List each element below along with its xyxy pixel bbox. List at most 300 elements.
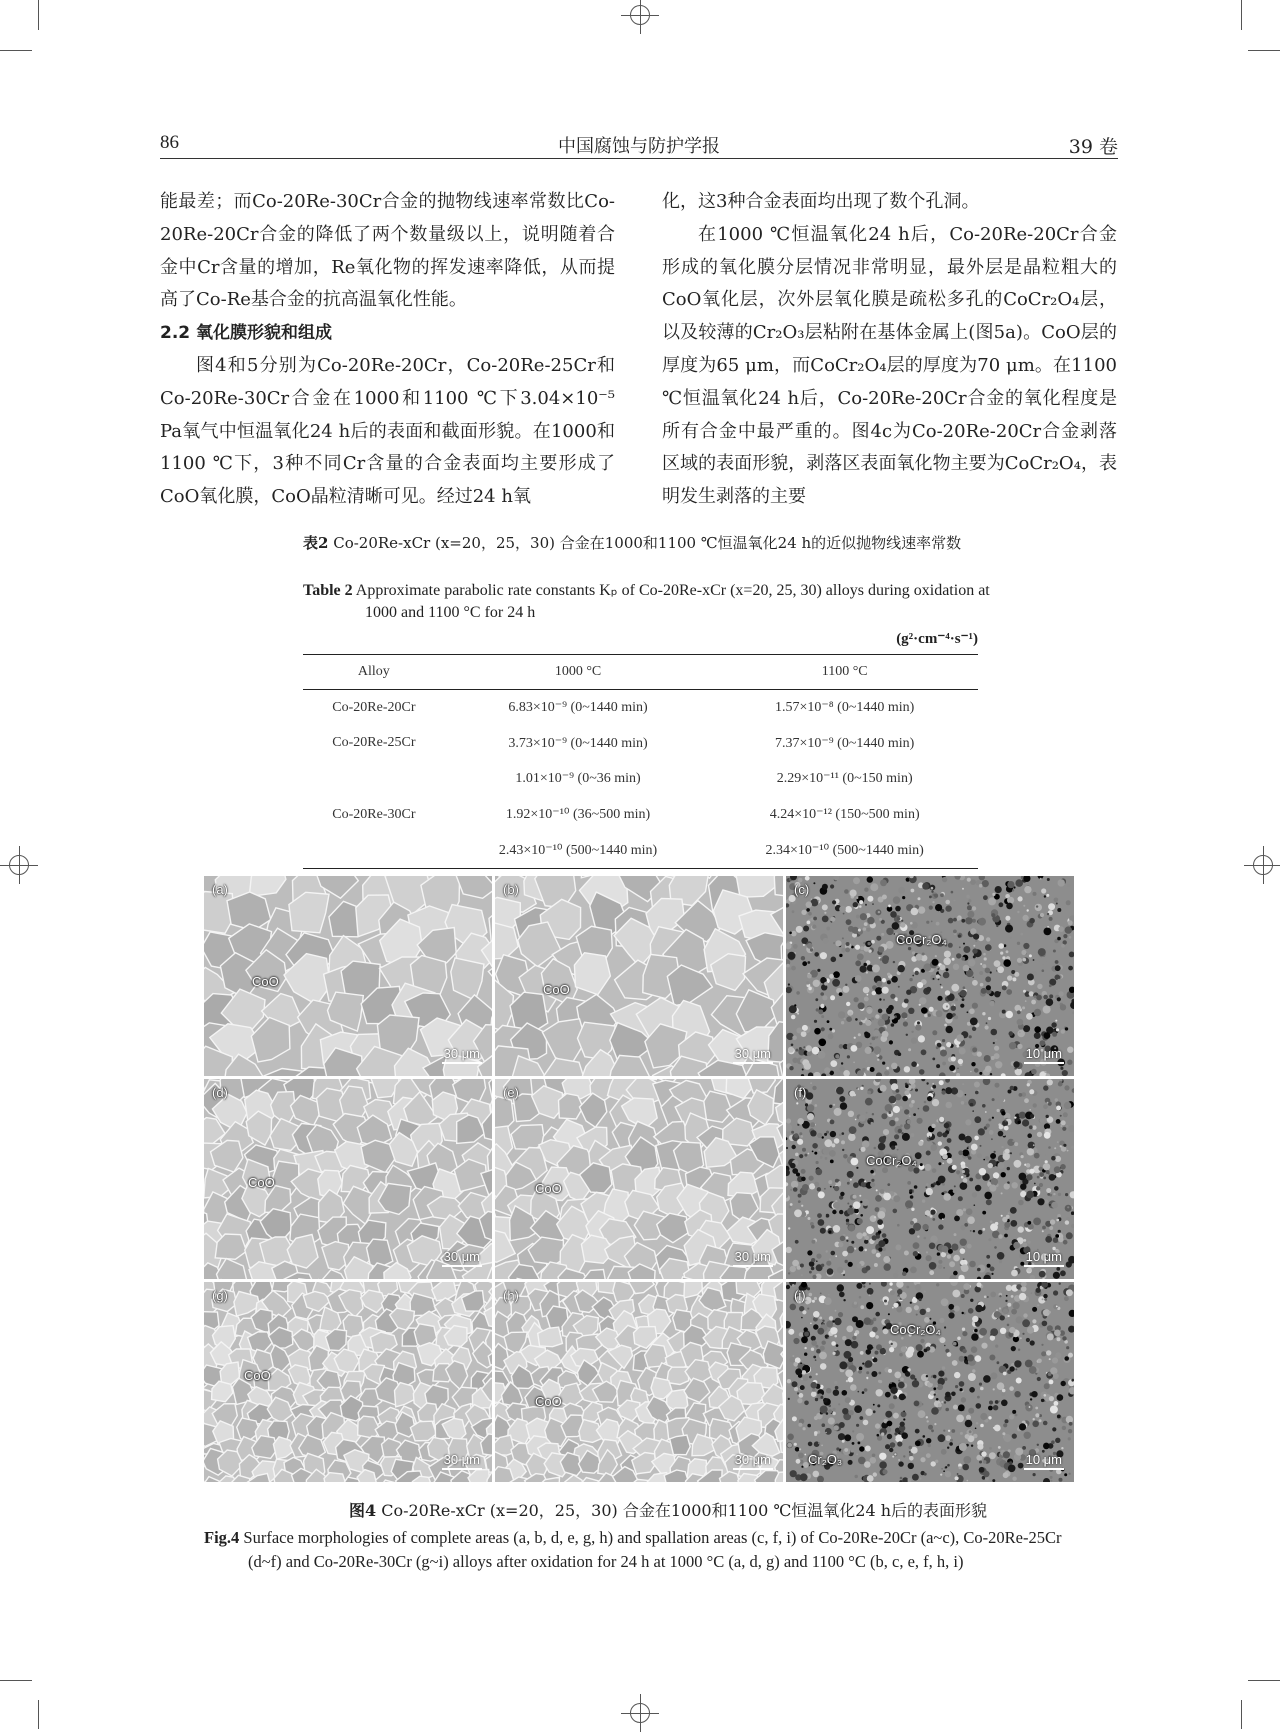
oxide-particle	[830, 1160, 834, 1164]
oxide-particle	[844, 1448, 848, 1452]
oxide-particle	[963, 1456, 971, 1464]
oxide-particle	[931, 1124, 935, 1128]
oxide-particle	[896, 1089, 900, 1093]
oxide-particle	[802, 1069, 804, 1071]
oxide-particle	[1035, 1413, 1039, 1417]
oxide-particle	[977, 1268, 981, 1272]
oxide-particle	[838, 1394, 841, 1397]
oxide-particle	[901, 1432, 908, 1439]
oxide-particle	[936, 974, 940, 978]
oxide-particle	[994, 1425, 1001, 1432]
oxide-particle	[971, 1333, 978, 1340]
oxide-particle	[1023, 990, 1026, 993]
oxide-particle	[989, 1447, 992, 1450]
oxide-particle	[1068, 1437, 1071, 1440]
oxide-particle	[824, 912, 826, 914]
oxide-particle	[1014, 972, 1019, 977]
oxide-particle	[796, 1173, 800, 1177]
oxide-particle	[940, 984, 942, 986]
oxide-particle	[816, 1260, 818, 1262]
oxide-particle	[817, 1213, 822, 1218]
oxide-particle	[865, 1047, 872, 1054]
oxide-particle	[971, 1395, 974, 1398]
oxide-particle	[976, 1403, 982, 1409]
oxide-particle	[962, 1328, 965, 1331]
oxide-particle	[961, 957, 965, 961]
oxide-particle	[992, 1098, 995, 1101]
oxide-particle	[938, 1141, 942, 1145]
oxide-particle	[840, 1192, 844, 1196]
oxide-particle	[924, 1237, 927, 1240]
oxide-particle	[1031, 1391, 1037, 1397]
oxide-particle	[989, 1001, 995, 1007]
oxide-particle	[1067, 884, 1070, 887]
oxide-particle	[856, 1283, 862, 1289]
oxide-particle	[877, 1211, 885, 1219]
oxide-particle	[812, 1086, 816, 1090]
scale-bar: 10 μm	[1024, 1249, 1064, 1267]
oxide-particle	[866, 928, 870, 932]
oxide-particle	[889, 1096, 897, 1104]
oxide-particle	[857, 953, 864, 960]
oxide-particle	[1044, 926, 1046, 928]
oxide-particle	[803, 1046, 805, 1048]
oxide-particle	[1016, 1378, 1022, 1384]
oxide-particle	[953, 964, 959, 970]
oxide-particle	[1004, 1234, 1008, 1238]
oxide-particle	[1003, 1309, 1008, 1314]
oxide-particle	[1034, 995, 1037, 998]
oxide-particle	[915, 971, 919, 975]
oxide-particle	[960, 1225, 965, 1230]
oxide-particle	[795, 1368, 802, 1375]
crop-mark	[1241, 1700, 1242, 1729]
oxide-particle	[872, 1357, 874, 1359]
oxide-particle	[820, 1363, 827, 1370]
oxide-particle	[830, 1120, 835, 1125]
oxide-particle	[839, 1044, 844, 1049]
oxide-particle	[1035, 1407, 1038, 1410]
oxide-particle	[954, 1306, 960, 1312]
oxide-particle	[1040, 1154, 1046, 1160]
oxide-particle	[898, 887, 905, 894]
oxide-particle	[940, 893, 944, 897]
oxide-particle	[992, 893, 995, 896]
oxide-particle	[833, 1225, 841, 1233]
oxide-particle	[791, 1181, 798, 1188]
oxide-particle	[947, 1352, 952, 1357]
oxide-particle	[1024, 1432, 1031, 1439]
oxide-particle	[917, 1118, 923, 1124]
oxide-particle	[1023, 958, 1027, 962]
oxide-particle	[915, 1089, 918, 1092]
oxide-particle	[937, 996, 942, 1001]
oxide-particle	[815, 1168, 822, 1175]
oxide-particle	[1002, 985, 1007, 990]
oxide-particle	[933, 1375, 937, 1379]
oxide-particle	[974, 1136, 979, 1141]
oxide-particle	[837, 1284, 844, 1291]
grain	[667, 1367, 689, 1384]
oxide-particle	[971, 1062, 975, 1066]
oxide-particle	[880, 1348, 886, 1354]
oxide-particle	[874, 1147, 877, 1150]
oxide-particle	[856, 915, 860, 919]
oxide-particle	[924, 1101, 927, 1104]
oxide-particle	[882, 1062, 885, 1065]
oxide-particle	[825, 1428, 832, 1435]
oxide-particle	[1066, 1217, 1070, 1221]
oxide-particle	[822, 1341, 826, 1345]
oxide-particle	[813, 1317, 818, 1322]
oxide-particle	[1043, 1177, 1046, 1180]
oxide-particle	[856, 1167, 858, 1169]
oxide-particle	[1066, 1232, 1073, 1239]
oxide-particle	[889, 1040, 893, 1044]
oxide-particle	[795, 1240, 799, 1244]
oxide-particle	[860, 1201, 862, 1203]
oxide-particle	[1050, 1476, 1053, 1479]
oxide-particle	[983, 1460, 987, 1464]
oxide-particle	[1006, 1295, 1008, 1297]
oxide-particle	[894, 1432, 897, 1435]
oxide-particle	[1023, 905, 1025, 907]
oxide-particle	[959, 1381, 965, 1387]
oxide-particle	[879, 918, 882, 921]
oxide-particle	[955, 998, 958, 1001]
oxide-particle	[1068, 966, 1073, 971]
table-units: (g²·cm⁻⁴·s⁻¹)	[896, 629, 978, 648]
oxide-particle	[1005, 1300, 1007, 1302]
oxide-particle	[845, 1339, 852, 1346]
oxide-particle	[915, 1024, 921, 1030]
oxide-particle	[1009, 1386, 1014, 1391]
oxide-particle	[911, 1061, 917, 1067]
oxide-particle	[989, 1130, 994, 1135]
oxide-particle	[902, 1271, 907, 1276]
oxide-particle	[801, 1177, 806, 1182]
oxide-particle	[990, 1073, 992, 1075]
oxide-particle	[859, 900, 863, 904]
oxide-particle	[864, 888, 868, 892]
oxide-particle	[872, 1327, 878, 1333]
oxide-particle	[1062, 1070, 1068, 1076]
oxide-particle	[1060, 1079, 1063, 1082]
oxide-particle	[788, 1329, 794, 1335]
oxide-particle	[1005, 925, 1013, 933]
oxide-particle	[1041, 1399, 1044, 1402]
oxide-particle	[999, 1260, 1002, 1263]
oxide-particle	[1044, 1071, 1046, 1073]
oxide-particle	[790, 1203, 793, 1206]
oxide-particle	[907, 1181, 911, 1185]
oxide-particle	[882, 1247, 886, 1251]
oxide-particle	[851, 1241, 854, 1244]
oxide-particle	[1012, 889, 1014, 891]
right-column	[662, 186, 1117, 514]
oxide-particle	[1055, 1438, 1060, 1443]
oxide-particle	[960, 1432, 963, 1435]
oxide-particle	[1007, 1303, 1011, 1307]
oxide-particle	[826, 1388, 832, 1394]
oxide-particle	[801, 1205, 803, 1207]
oxide-particle	[820, 1287, 822, 1289]
oxide-particle	[866, 1371, 869, 1374]
oxide-particle	[855, 945, 860, 950]
oxide-particle	[927, 1420, 929, 1422]
oxide-particle	[1006, 1285, 1012, 1291]
oxide-particle	[890, 911, 897, 918]
oxide-particle	[793, 1244, 795, 1246]
paragraph: 图4和5分别为Co-20Re-20Cr，Co-20Re-25Cr和Co-20Re-30Cr合金在1000和1100 ℃下3.04×10⁻⁵ Pa氧气中恒温氧化24 h后的表面和截面形貌。在1000和1100 ℃下，3种不同Cr含量的合金表面均主要形成了CoO氧化膜，CoO晶粒清晰可见。经过24 h氧	[160, 350, 615, 514]
oxide-particle	[912, 975, 914, 977]
oxide-particle	[1015, 1368, 1017, 1370]
oxide-particle	[875, 1351, 879, 1355]
oxide-particle	[863, 927, 866, 930]
oxide-particle	[943, 972, 950, 979]
oxide-particle	[1001, 1146, 1003, 1148]
oxide-particle	[956, 1045, 959, 1048]
oxide-particle	[866, 1302, 873, 1309]
oxide-particle	[875, 1014, 879, 1018]
oxide-particle	[797, 1392, 799, 1394]
oxide-particle	[866, 1377, 868, 1379]
oxide-particle	[796, 926, 803, 933]
oxide-particle	[1019, 1112, 1026, 1119]
oxide-particle	[933, 978, 935, 980]
oxide-particle	[1000, 1328, 1006, 1334]
section-heading: 2.2 氧化膜形貌和组成	[160, 317, 615, 350]
oxide-particle	[997, 966, 1004, 973]
oxide-particle	[998, 1234, 1003, 1239]
oxide-particle	[967, 905, 972, 910]
oxide-particle	[838, 1242, 843, 1247]
oxide-particle	[804, 1454, 806, 1456]
oxide-particle	[919, 1004, 921, 1006]
oxide-particle	[786, 1118, 791, 1123]
oxide-particle	[1031, 1069, 1037, 1075]
oxide-particle	[858, 1002, 865, 1009]
oxide-particle	[1056, 1119, 1061, 1124]
oxide-particle	[1058, 926, 1064, 932]
oxide-particle	[969, 1261, 976, 1268]
oxide-particle	[1055, 1020, 1057, 1022]
oxide-particle	[946, 968, 949, 971]
oxide-particle	[972, 906, 976, 910]
oxide-particle	[1003, 1423, 1007, 1427]
oxide-particle	[1051, 1110, 1056, 1115]
oxide-particle	[898, 986, 900, 988]
oxide-particle	[936, 922, 940, 926]
oxide-particle	[973, 955, 976, 958]
oxide-particle	[958, 1404, 965, 1411]
oxide-particle	[858, 1391, 860, 1393]
oxide-particle	[866, 1226, 874, 1234]
oxide-particle	[1046, 1188, 1051, 1193]
oxide-particle	[862, 1363, 864, 1365]
oxide-particle	[983, 895, 988, 900]
oxide-particle	[1039, 1271, 1046, 1278]
oxide-particle	[887, 1434, 892, 1439]
oxide-particle	[990, 1335, 995, 1340]
volume-label: 39 卷	[1069, 132, 1118, 159]
oxide-particle	[974, 1082, 980, 1088]
oxide-particle	[1056, 1219, 1059, 1222]
oxide-particle	[810, 1082, 812, 1084]
oxide-particle	[1017, 1019, 1024, 1026]
oxide-particle	[879, 998, 881, 1000]
oxide-particle	[792, 1284, 795, 1287]
oxide-particle	[880, 1299, 882, 1301]
oxide-particle	[820, 952, 827, 959]
oxide-particle	[986, 1022, 988, 1024]
oxide-particle	[1045, 1160, 1048, 1163]
oxide-particle	[970, 1230, 972, 1232]
oxide-particle	[824, 1067, 830, 1073]
oxide-particle	[1053, 1373, 1059, 1379]
oxide-particle	[801, 1317, 803, 1319]
oxide-particle	[957, 1473, 959, 1475]
oxide-particle	[1049, 917, 1053, 921]
oxide-particle	[933, 1387, 936, 1390]
oxide-particle	[893, 1106, 900, 1113]
oxide-particle	[989, 1185, 996, 1192]
oxide-particle	[980, 1424, 984, 1428]
oxide-particle	[926, 1251, 928, 1253]
oxide-particle	[975, 1305, 982, 1312]
oxide-particle	[1017, 1010, 1021, 1014]
oxide-particle	[960, 990, 967, 997]
registration-mark	[627, 1700, 653, 1726]
oxide-particle	[841, 1182, 846, 1187]
oxide-particle	[1002, 1389, 1006, 1393]
oxide-particle	[820, 1156, 823, 1159]
oxide-particle	[1042, 969, 1045, 972]
oxide-particle	[847, 1055, 850, 1058]
oxide-particle	[833, 1104, 835, 1106]
oxide-particle	[901, 1411, 907, 1417]
oxide-particle	[859, 1195, 861, 1197]
oxide-particle	[931, 1407, 939, 1415]
oxide-particle	[843, 1299, 845, 1301]
oxide-particle	[1007, 1167, 1010, 1170]
figure-caption-cn	[318, 1500, 1018, 1522]
oxide-particle	[922, 953, 925, 956]
oxide-particle	[929, 1136, 931, 1138]
oxide-particle	[903, 1455, 905, 1457]
oxide-particle	[998, 1096, 1004, 1102]
oxide-particle	[854, 1037, 856, 1039]
oxide-particle	[790, 1470, 797, 1477]
oxide-particle	[845, 906, 852, 913]
oxide-particle	[869, 1294, 871, 1296]
oxide-particle	[856, 897, 858, 899]
oxide-particle	[963, 965, 970, 972]
oxide-particle	[1058, 1230, 1061, 1233]
oxide-particle	[989, 1355, 995, 1361]
oxide-particle	[901, 920, 903, 922]
oxide-particle	[1033, 892, 1037, 896]
oxide-particle	[912, 951, 915, 954]
oxide-particle	[1007, 1324, 1010, 1327]
oxide-particle	[872, 903, 874, 905]
oxide-particle	[874, 1263, 878, 1267]
oxide-particle	[1004, 1126, 1009, 1131]
oxide-particle	[968, 959, 975, 966]
oxide-particle	[996, 1309, 998, 1311]
oxide-particle	[820, 1396, 823, 1399]
oxide-particle	[814, 1416, 818, 1420]
oxide-particle	[1063, 1144, 1066, 1147]
oxide-particle	[1049, 984, 1052, 987]
oxide-particle	[878, 1230, 881, 1233]
oxide-particle	[1053, 1193, 1055, 1195]
oxide-particle	[1017, 942, 1020, 945]
oxide-particle	[946, 1013, 953, 1020]
oxide-particle	[1021, 1286, 1027, 1292]
oxide-particle	[839, 1292, 845, 1298]
oxide-particle	[1027, 1327, 1034, 1334]
oxide-particle	[941, 986, 943, 988]
oxide-particle	[1047, 1079, 1053, 1085]
oxide-particle	[889, 1120, 895, 1126]
oxide-particle	[802, 1184, 809, 1191]
oxide-particle	[867, 1475, 874, 1482]
oxide-particle	[911, 1208, 914, 1211]
oxide-particle	[789, 1066, 793, 1070]
oxide-particle	[951, 984, 959, 992]
oxide-particle	[786, 964, 790, 968]
oxide-particle	[968, 1373, 976, 1381]
oxide-particle	[906, 1034, 908, 1036]
oxide-particle	[1008, 1465, 1016, 1473]
oxide-particle	[971, 1346, 978, 1353]
oxide-particle	[891, 1063, 898, 1070]
oxide-particle	[801, 1169, 806, 1174]
oxide-particle	[865, 1098, 873, 1106]
oxide-particle	[960, 1182, 968, 1190]
oxide-particle	[915, 1429, 920, 1434]
oxide-particle	[919, 1298, 922, 1301]
oxide-particle	[990, 1220, 993, 1223]
oxide-particle	[890, 1442, 896, 1448]
oxide-particle	[808, 1153, 810, 1155]
oxide-particle	[855, 1119, 857, 1121]
oxide-particle	[903, 1411, 905, 1413]
panel-label: (e)	[503, 1085, 519, 1100]
oxide-particle	[798, 1453, 804, 1459]
oxide-particle	[945, 905, 951, 911]
oxide-particle	[876, 1389, 883, 1396]
oxide-particle	[820, 992, 824, 996]
oxide-particle	[913, 1113, 916, 1116]
oxide-particle	[1006, 989, 1012, 995]
oxide-particle	[1014, 1360, 1021, 1367]
oxide-particle	[952, 1360, 958, 1366]
oxide-particle	[972, 1369, 975, 1372]
oxide-particle	[1057, 997, 1061, 1001]
oxide-particle	[1036, 1186, 1040, 1190]
oxide-particle	[961, 1294, 965, 1298]
oxide-particle	[884, 1264, 891, 1271]
oxide-particle	[913, 1297, 916, 1300]
oxide-particle	[1023, 1239, 1026, 1242]
table-cell: Co-20Re-25Cr	[303, 726, 445, 762]
oxide-particle	[890, 1382, 892, 1384]
oxide-particle	[938, 979, 940, 981]
oxide-particle	[999, 1295, 1001, 1297]
oxide-particle	[1060, 1115, 1062, 1117]
